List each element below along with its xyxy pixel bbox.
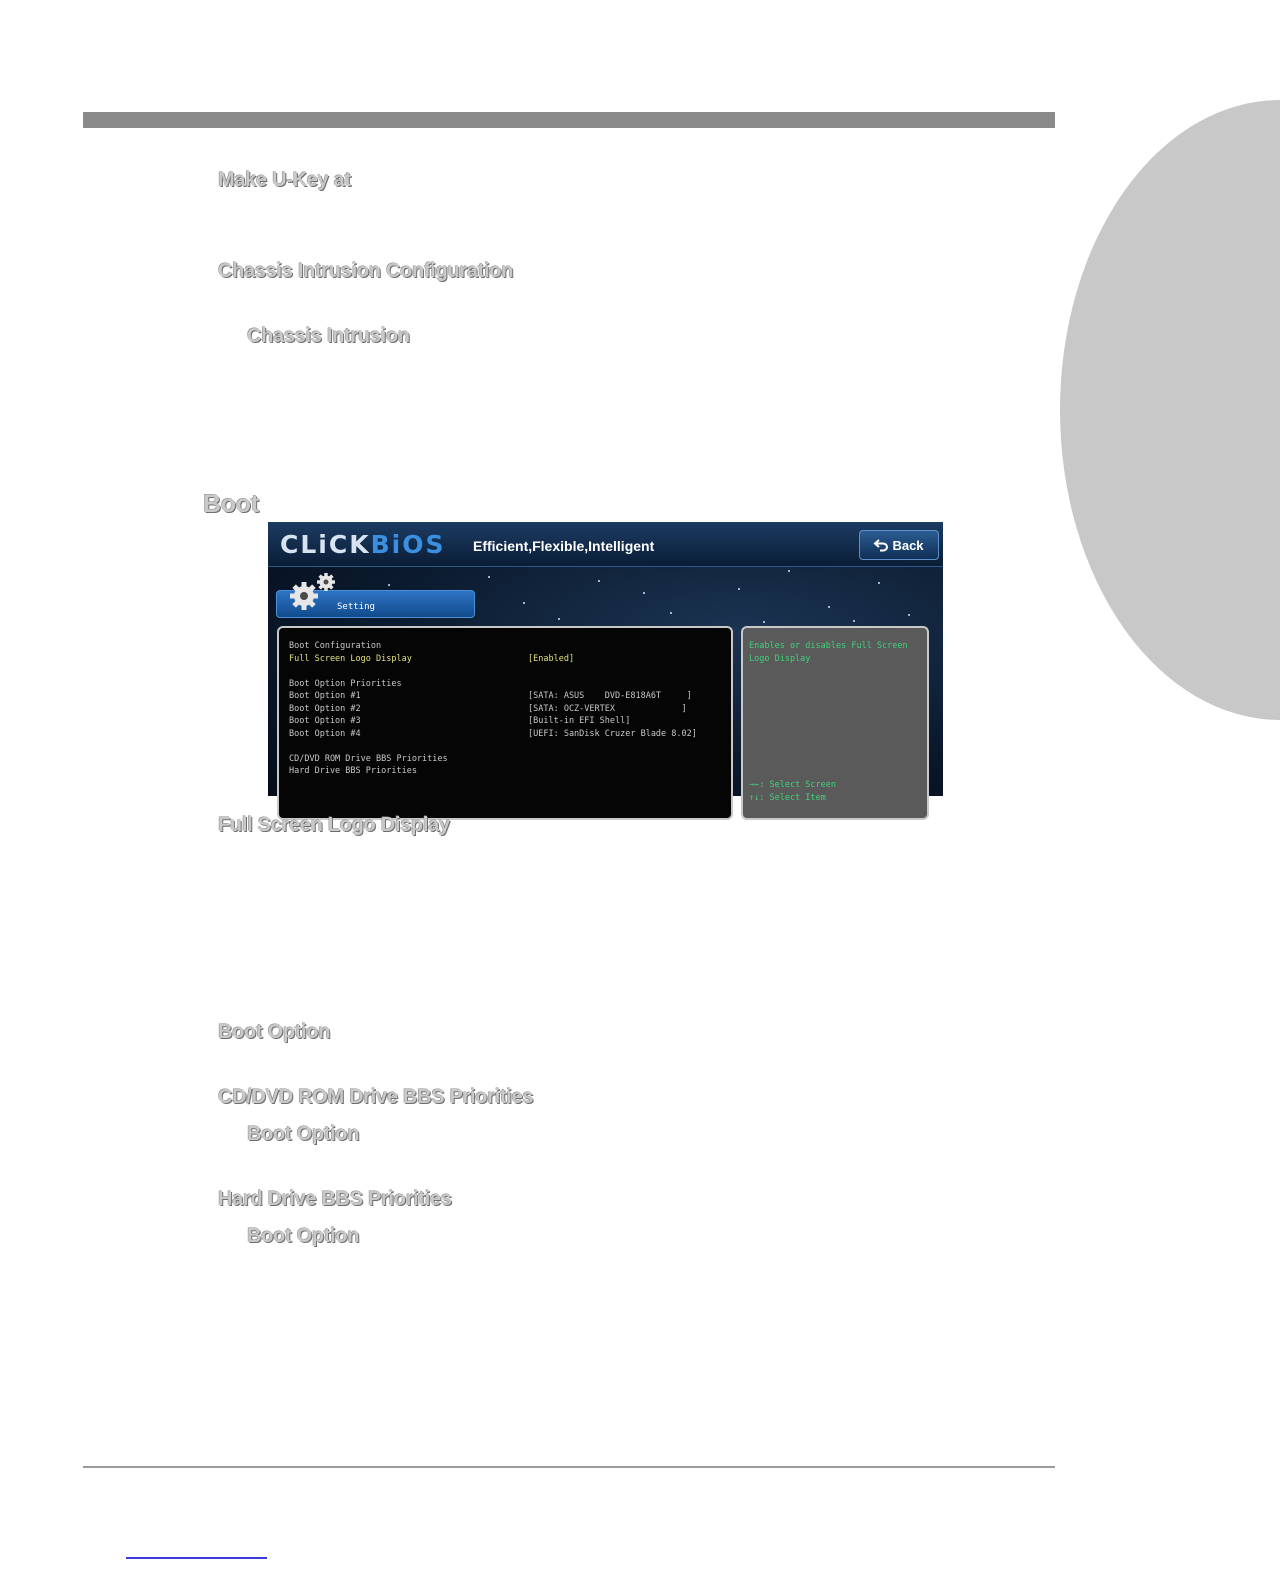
back-button[interactable]: [859, 530, 939, 560]
tab-setting-label: Setting: [337, 602, 375, 612]
heading-boot-option: Boot Option: [218, 1021, 331, 1043]
menu-item-full-screen-logo[interactable]: Full Screen Logo Display [Enabled]: [289, 653, 575, 664]
menu-item-boot-configuration: Boot Configuration: [289, 641, 382, 651]
back-label: Back: [892, 537, 924, 553]
heading-chassis-config: Chassis Intrusion Configuration: [218, 260, 514, 282]
menu-item-cddvd-priorities[interactable]: CD/DVD ROM Drive BBS Priorities: [289, 753, 448, 764]
heading-hdd-priorities: Hard Drive BBS Priorities: [218, 1188, 452, 1210]
menu-value: [Enabled]: [528, 653, 575, 664]
menu-value: [UEFI: SanDisk Cruzer Blade 8.02]: [528, 728, 697, 739]
bios-help-panel: [741, 626, 929, 820]
menu-item-boot-option-2[interactable]: Boot Option #2 [SATA: OCZ-VERTEX ]: [289, 703, 687, 714]
bios-screenshot: [268, 522, 943, 803]
menu-value: [SATA: OCZ-VERTEX ]: [528, 703, 687, 714]
menu-item-boot-option-3[interactable]: Boot Option #3 [Built-in EFI Shell]: [289, 716, 631, 726]
bios-header: [268, 522, 943, 567]
heading-chassis-intrusion: Chassis Intrusion: [247, 325, 410, 347]
heading-full-screen-logo: Full Screen Logo Display: [218, 814, 450, 836]
menu-item-boot-option-4[interactable]: Boot Option #4 [UEFI: SanDisk Cruzer Blade 8.02]: [289, 728, 697, 739]
section-title-boot: Boot: [203, 490, 259, 518]
clickbios-logo: CLiCKBiOS: [280, 530, 446, 559]
bottom-rule: [83, 1466, 1055, 1468]
bios-tagline: Efficient,Flexible,Intelligent: [473, 538, 655, 554]
heading-cddvd-priorities: CD/DVD ROM Drive BBS Priorities: [218, 1086, 534, 1108]
nav-select-screen: →←: Select Screen: [749, 780, 836, 790]
heading-make-ukey: Make U-Key at: [218, 169, 351, 191]
menu-value: [Built-in EFI Shell]: [528, 716, 631, 726]
bios-menu-panel: [277, 626, 733, 820]
help-description: Enables or disables Full Screen Logo Display: [749, 641, 908, 664]
footer-link-underline[interactable]: [126, 1557, 267, 1559]
nav-select-item: ↑↓: Select Item: [749, 792, 826, 803]
gears-icon: [286, 570, 342, 614]
return-arrow-icon: [874, 539, 888, 551]
heading-cddvd-boot-option: Boot Option: [247, 1123, 360, 1145]
top-rule: [83, 112, 1055, 128]
menu-item-boot-option-1[interactable]: Boot Option #1 [SATA: ASUS DVD-E818A6T ]: [289, 691, 692, 701]
side-tab: [1060, 100, 1280, 720]
menu-value: [SATA: ASUS DVD-E818A6T ]: [528, 691, 692, 701]
menu-item-boot-option-priorities: Boot Option Priorities: [289, 678, 402, 689]
menu-item-hdd-priorities[interactable]: Hard Drive BBS Priorities: [289, 766, 417, 776]
heading-hdd-boot-option: Boot Option: [247, 1225, 360, 1247]
